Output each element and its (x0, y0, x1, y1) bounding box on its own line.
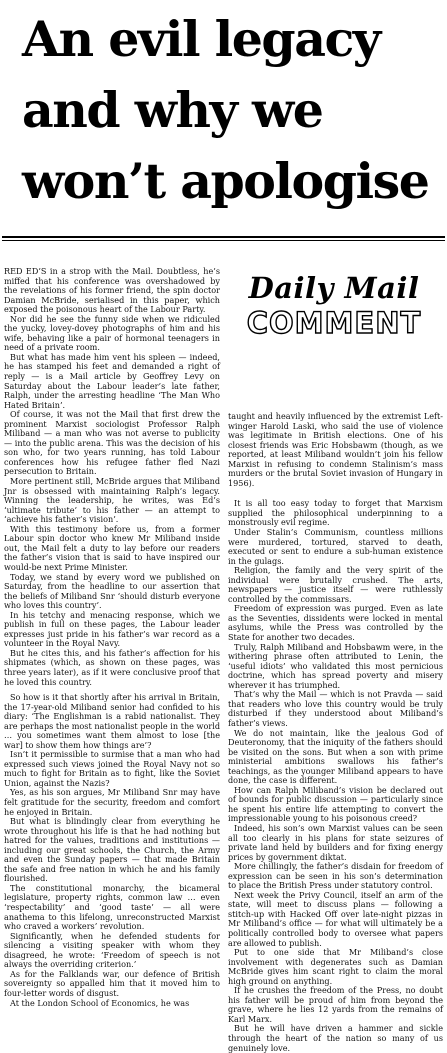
headline (22, 4, 442, 217)
headline-rule (2, 236, 445, 238)
article-column-2 (228, 412, 443, 1053)
paragraph: But what is blindingly clear from everything he wrote throughout his life is that he had nothing but hatred for the values, traditions and institutions — including our great schools, the Church, the Army and even the Sunday papers — that made Britain the safe and free nation in which he and his family flourished. (4, 816, 220, 884)
paragraph: RED ED’S in a strop with the Mail. Doubtless, he’s miffed that his conference was overshadowed by the revelations of his former friend, the spin doctor Damian McBride, serialised in this paper, which exposed the poisonous heart of the Labour Party. (4, 266, 220, 315)
paragraph: With this testimony before us, from a former Labour spin doctor who knew Mr Miliband inside out, the Mail felt a duty to lay before our readers the father’s vision that is said to have inspired our would-be next Prime Minister. (4, 523, 220, 572)
paragraph: Today, we stand by every word we published on Saturday, from the headline to our assertion that the beliefs of Miliband Snr ‘should disturb everyone who loves this country’. (4, 571, 220, 611)
paragraph: We do not maintain, like the jealous God of Deuteronomy, that the iniquity of the fathers should be visited on the sons. But when a son with prime ministerial ambitions swallows his father’s teachings, as the younger Miliband appears to have done, the case is different. (228, 727, 443, 786)
headline-line-2: and why we (22, 81, 323, 139)
paragraph: How can Ralph Miliband’s vision be declared out of bounds for public discussion — particularly since he spent his entire life attempting to convert the impressionable young to his poisonous creed? (228, 784, 443, 824)
paragraph: More pertinent still, McBride argues that Miliband Jnr is obsessed with maintaining Ralph’s legacy. Winning the leadership, he writes, was Ed’s ‘ultimate tribute’ to his father — an attempt to ‘achieve his father’s vision’. (4, 476, 220, 525)
paragraph: Of course, it was not the Mail that first drew the prominent Marxist sociologist Professor Ralph Miliband — a man who was not averse to publicity — into the public arena. This was the decision of his son who, for two years running, has told Labour conferences how his refugee father fled Nazi persecution to Britain. (4, 409, 220, 477)
paragraph: taught and heavily influenced by the extremist Left-winger Harold Laski, who said the use of violence was legitimate in British elections. One of his closest friends was Eric Hobsbawm (though, as we reported, at least Miliband wouldn’t join his fellow Marxist in refusing to condemn Stalinism’s mass murders or the brutal Soviet invasion of Hungary in 1956). (228, 411, 443, 488)
paragraph: In his tetchy and menacing response, which we publish in full on these pages, the Labour leader expresses just pride in his father’s war record as a volunteer in the Royal Navy. (4, 609, 220, 649)
headline-line-1: An evil legacy (22, 10, 380, 68)
paragraph: More chillingly, the father’s disdain for freedom of expression can be seen in his son’s determination to place the British Press under statutory control. (228, 861, 443, 891)
paragraph: Yes, as his son argues, Mr Miliband Snr may have felt gratitude for the security, freedom and comfort he enjoyed in Britain. (4, 787, 220, 817)
headline-line-3: won’t apologise (22, 152, 429, 210)
paragraph: Indeed, his son’s own Marxist values can be seen all too clearly in his plans for state seizures of private land held by builders and for fixing energy prices by government diktat. (228, 822, 443, 862)
paragraph: At the London School of Economics, he was (10, 997, 190, 1008)
paragraph: As for the Falklands war, our defence of British sovereignty so appalled him that it moved him to four-letter words of disgust. (4, 968, 220, 998)
paragraph: So how is it that shortly after his arrival in Britain, the 17-year-old Miliband senior had confided to his diary: ‘The Englishman is a rabid nationalist. They are perhaps the most nationalist people in the world … you sometimes want them almost to lose [the war] to show them how things are’? (4, 692, 220, 750)
masthead-comment-label: COMMENT (246, 306, 422, 340)
paragraph: But he will have driven a hammer and sickle through the heart of the nation so many of us genuinely love. (228, 1023, 443, 1053)
paragraph: But what has made him vent his spleen — indeed, he has stamped his feet and demanded a right of reply — is a Mail article by Geoffrey Levy on Saturday about the Labour leader’s late father, Ralph, under the arresting headline ‘The Man Who Hated Britain’. (4, 351, 220, 410)
paragraph: If he crushes the freedom of the Press, no doubt his father will be proud of him from beyond the grave, where he lies 12 yards from the remains of Karl Marx. (228, 985, 443, 1024)
daily-mail-comment-logo (244, 271, 424, 343)
paragraph: Under Stalin’s Communism, countless millions were murdered, tortured, starved to death, executed or sent to endure a sub-human existence in the gulags. (228, 527, 443, 566)
paragraph: The constitutional monarchy, the bicameral legislature, property rights, common law … even ‘respectability’ and ‘good taste’ — all were anathema to this lifelong, unreconstructed Marxist who craved a workers’ revolution. (4, 882, 220, 932)
article-column-1 (4, 267, 220, 687)
paragraph: It is all too easy today to forget that Marxism supplied the philosophical underpinning to a monstrously evil regime. (228, 498, 443, 528)
paragraph: But he cites this, and his father’s affection for his shipmates (which, as shown on these pages, was three years later), as if it were conclusive proof that he loved this country. (4, 647, 220, 687)
headline-rule-thin (2, 240, 445, 241)
paragraph: Freedom of expression was purged. Even as late as the Seventies, dissidents were locked in mental asylums, while the Press was controlled by the State for another two decades. (228, 603, 443, 643)
paragraph: Isn’t it permissible to surmise that a man who had expressed such views joined the Royal Navy not so much to fight for Britain as to fight, like the Soviet Union, against the Nazis? (4, 749, 220, 788)
paragraph: Put to one side that Mr Miliband’s close involvement with degenerates such as Damian McBride gives him scant right to claim the moral high ground on anything. (228, 947, 443, 986)
paragraph: Next week the Privy Council, itself an arm of the state, will meet to discuss plans — following a stitch-up with Hacked Off over late-night pizzas in Mr Miliband’s office — for what will ultimately be a politically controlled body to oversee what papers are allowed to publish. (228, 889, 443, 948)
paragraph: Truly, Ralph Miliband and Hobsbawm were, in the withering phrase often attributed to Lenin, the ‘useful idiots’ who validated this most pernicious doctrine, which has spread poverty and misery wherever it has triumphed. (228, 641, 443, 690)
masthead-logo: Daily Mail (248, 271, 420, 305)
paragraph: Religion, the family and the very spirit of the individual were brutally crushed. The arts, newspapers — justice itself — were ruthlessly controlled by the commissars. (228, 565, 443, 604)
paragraph: That’s why the Mail — which is not Pravda — said that readers who love this country would be truly disturbed if they understood about Miliband’s father’s views. (228, 689, 443, 728)
paragraph: Significantly, when he defended students for silencing a visiting speaker with whom they disagreed, he wrote: ‘Freedom of speech is not always the overriding criterion.’ (4, 930, 220, 970)
paragraph: Nor did he see the funny side when we ridiculed the yucky, lovey-dovey photographs of him and his wife, behaving like a pair of hormonal teenagers in need of a private room. (4, 313, 220, 353)
